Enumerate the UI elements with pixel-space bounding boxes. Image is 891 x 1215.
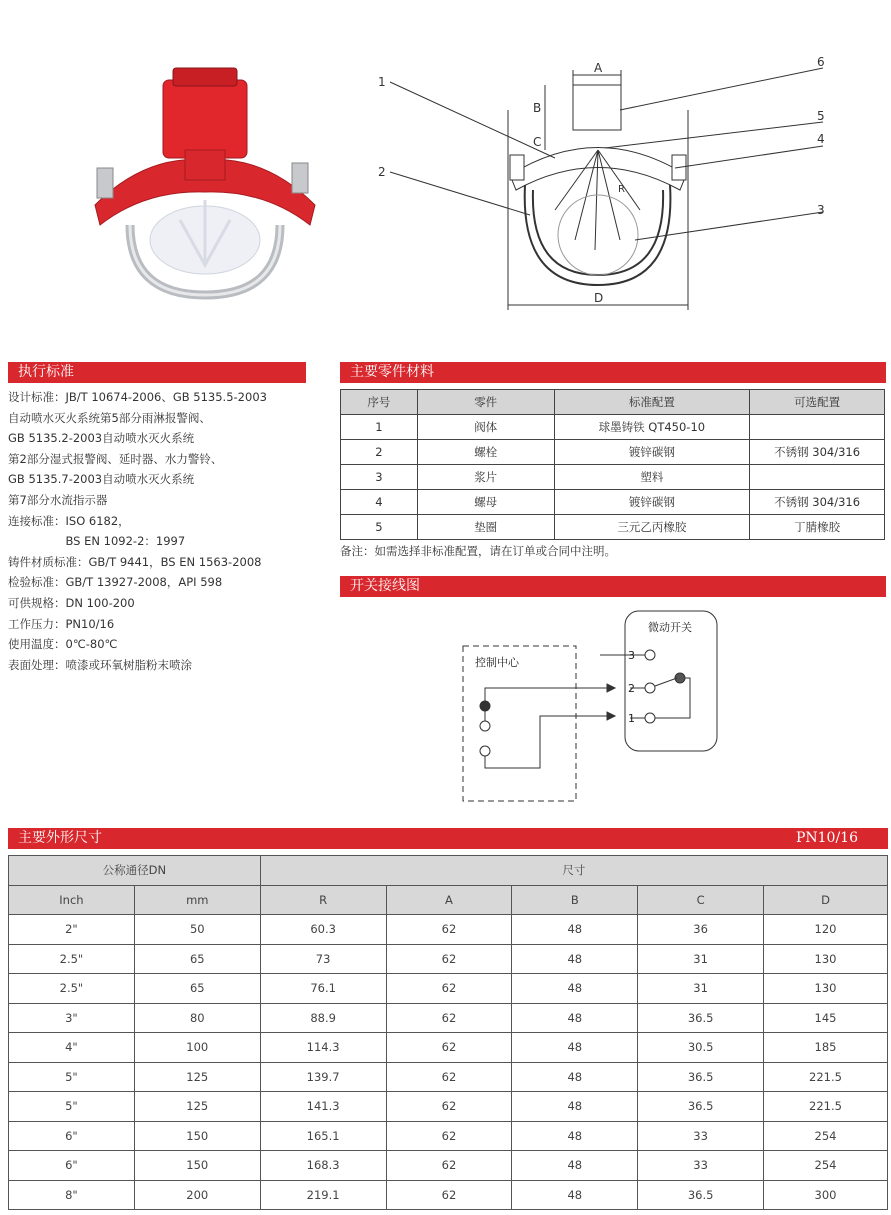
header-cell: 零件: [417, 390, 554, 415]
table-cell: 镀锌碳钢: [554, 440, 750, 465]
table-row: [9, 1092, 888, 1122]
table-cell: 76.1: [260, 974, 386, 1004]
table-cell: 48: [512, 974, 638, 1004]
table-cell: 36.5: [638, 1092, 764, 1122]
spec-line: 铸件材质标准：GB/T 9441，BS EN 1563-2008: [8, 554, 262, 569]
callout-5: 5: [817, 109, 825, 123]
spec-line: 设计标准：JB/T 10674-2006、GB 5135.5-2003: [8, 390, 267, 404]
materials-note: 备注：如需选择非标准配置，请在订单或合同中注明。: [340, 544, 616, 558]
table-cell: 2.5": [9, 944, 135, 974]
table-row: [9, 1180, 888, 1210]
table-cell: 141.3: [260, 1092, 386, 1122]
table-cell: 6": [9, 1151, 135, 1181]
table-cell: 185: [764, 1033, 888, 1063]
table-cell: 3: [341, 465, 418, 490]
table-cell: 100: [134, 1033, 260, 1063]
terminal-2: 2: [628, 682, 635, 695]
spec-line: 自动喷水灭火系统第5部分雨淋报警阀、: [8, 410, 211, 425]
spec-line: 表面处理：喷漆或环氧树脂粉末喷涂: [8, 657, 192, 672]
table-cell: 62: [386, 1033, 512, 1063]
table-cell: 80: [134, 1003, 260, 1033]
table-cell: 221.5: [764, 1092, 888, 1122]
table-cell: 168.3: [260, 1151, 386, 1181]
table-cell: 48: [512, 1180, 638, 1210]
header-cell: D: [764, 885, 888, 915]
header-cell: 尺寸: [260, 856, 887, 886]
table-cell: 垫圈: [417, 515, 554, 540]
callout-1: 1: [378, 75, 386, 89]
table-cell: 31: [638, 944, 764, 974]
table-cell: [750, 415, 885, 440]
table-cell: [750, 465, 885, 490]
callout-2: 2: [378, 165, 386, 179]
table-cell: 48: [512, 944, 638, 974]
materials-table: [340, 389, 885, 540]
table-cell: 5: [341, 515, 418, 540]
micro-switch-label: 微动开关: [648, 621, 692, 634]
table-cell: 48: [512, 1003, 638, 1033]
table-cell: 三元乙丙橡胶: [554, 515, 750, 540]
wiring-title: 开关接线图: [340, 576, 886, 597]
dimensions-title-text: 主要外形尺寸: [18, 830, 102, 846]
terminal-3: 3: [628, 649, 635, 662]
header-cell: mm: [134, 885, 260, 915]
spec-line: BS EN 1092-2：1997: [8, 534, 186, 549]
dim-d: D: [594, 291, 604, 305]
table-cell: 130: [764, 944, 888, 974]
table-row: [9, 1003, 888, 1033]
table-cell: 36.5: [638, 1003, 764, 1033]
callout-3: 3: [817, 203, 825, 217]
table-cell: 125: [134, 1092, 260, 1122]
table-cell: 4: [341, 490, 418, 515]
table-cell: 8": [9, 1180, 135, 1210]
table-cell: 31: [638, 974, 764, 1004]
table-cell: 塑料: [554, 465, 750, 490]
table-row: [9, 1062, 888, 1092]
table-cell: 2": [9, 915, 135, 945]
spec-line: 连接标准：ISO 6182，: [8, 513, 130, 528]
spec-line: 工作压力：PN10/16: [8, 616, 115, 631]
table-row: [341, 515, 885, 540]
table-cell: 62: [386, 1121, 512, 1151]
table-cell: 62: [386, 915, 512, 945]
table-cell: 73: [260, 944, 386, 974]
table-cell: 30.5: [638, 1033, 764, 1063]
table-cell: 48: [512, 1033, 638, 1063]
table-cell: 60.3: [260, 915, 386, 945]
control-center-label: 控制中心: [475, 656, 519, 669]
dim-r: R: [618, 184, 625, 195]
table-row: [341, 440, 885, 465]
table-cell: 150: [134, 1121, 260, 1151]
dimensions-title: [8, 828, 888, 849]
spec-line: 检验标准：GB/T 13927-2008，API 598: [8, 575, 223, 590]
header-cell: Inch: [9, 885, 135, 915]
dimensions-table: [8, 855, 888, 1210]
table-cell: 219.1: [260, 1180, 386, 1210]
table-cell: 6": [9, 1121, 135, 1151]
table-cell: 33: [638, 1151, 764, 1181]
table-cell: 88.9: [260, 1003, 386, 1033]
table-row: [9, 1033, 888, 1063]
table-cell: 48: [512, 1121, 638, 1151]
table-cell: 62: [386, 974, 512, 1004]
header-cell: C: [638, 885, 764, 915]
table-cell: 62: [386, 944, 512, 974]
table-cell: 200: [134, 1180, 260, 1210]
table-cell: 36.5: [638, 1180, 764, 1210]
technical-drawing: [370, 50, 840, 315]
table-cell: 48: [512, 915, 638, 945]
table-cell: 36: [638, 915, 764, 945]
materials-title: 主要零件材料: [340, 362, 886, 383]
table-cell: 不锈钢 304/316: [750, 490, 885, 515]
table-cell: 1: [341, 415, 418, 440]
table-cell: 丁腈橡胶: [750, 515, 885, 540]
table-row: [9, 944, 888, 974]
table-cell: 62: [386, 1062, 512, 1092]
table-cell: 50: [134, 915, 260, 945]
table-cell: 120: [764, 915, 888, 945]
table-cell: 4": [9, 1033, 135, 1063]
terminal-1: 1: [628, 712, 635, 725]
table-cell: 48: [512, 1092, 638, 1122]
spec-list: [8, 387, 328, 675]
header-cell: R: [260, 885, 386, 915]
wiring-diagram: [455, 608, 725, 808]
table-cell: 5": [9, 1062, 135, 1092]
table-cell: 镀锌碳钢: [554, 490, 750, 515]
table-cell: 浆片: [417, 465, 554, 490]
table-row: [9, 1121, 888, 1151]
dim-b: B: [533, 101, 542, 115]
table-cell: 48: [512, 1062, 638, 1092]
table-cell: 33: [638, 1121, 764, 1151]
table-row: [9, 915, 888, 945]
table-cell: 165.1: [260, 1121, 386, 1151]
table-cell: 139.7: [260, 1062, 386, 1092]
product-photo: [85, 60, 325, 305]
table-cell: 螺母: [417, 490, 554, 515]
table-row: [341, 490, 885, 515]
header-cell: 可选配置: [750, 390, 885, 415]
table-cell: 65: [134, 974, 260, 1004]
table-cell: 254: [764, 1151, 888, 1181]
dim-a: A: [594, 61, 603, 75]
table-cell: 65: [134, 944, 260, 974]
header-cell: 公称通径DN: [9, 856, 261, 886]
table-cell: 阀体: [417, 415, 554, 440]
table-cell: 不锈钢 304/316: [750, 440, 885, 465]
table-cell: 300: [764, 1180, 888, 1210]
callout-4: 4: [817, 132, 825, 146]
header-cell: 序号: [341, 390, 418, 415]
table-header-row: [9, 885, 888, 915]
spec-line: 第7部分水流指示器: [8, 492, 108, 507]
table-cell: 62: [386, 1003, 512, 1033]
spec-line: GB 5135.2-2003自动喷水灭火系统: [8, 431, 195, 446]
table-row: [9, 974, 888, 1004]
spec-line: 第2部分湿式报警阀、延时器、水力警铃、: [8, 451, 223, 466]
header-cell: B: [512, 885, 638, 915]
table-cell: 62: [386, 1151, 512, 1181]
dim-c: C: [533, 135, 542, 149]
pressure-label: PN10/16: [795, 830, 858, 846]
table-cell: 48: [512, 1151, 638, 1181]
table-row: [9, 1151, 888, 1181]
table-cell: 螺栓: [417, 440, 554, 465]
table-cell: 254: [764, 1121, 888, 1151]
table-cell: 2.5": [9, 974, 135, 1004]
table-cell: 150: [134, 1151, 260, 1181]
table-cell: 3": [9, 1003, 135, 1033]
table-cell: 36.5: [638, 1062, 764, 1092]
spec-line: GB 5135.7-2003自动喷水灭火系统: [8, 472, 195, 487]
table-header-row: [341, 390, 885, 415]
header-cell: A: [386, 885, 512, 915]
table-cell: 221.5: [764, 1062, 888, 1092]
table-cell: 125: [134, 1062, 260, 1092]
spec-line: 可供规格：DN 100-200: [8, 595, 135, 610]
table-cell: 62: [386, 1092, 512, 1122]
table-row: [341, 415, 885, 440]
table-cell: 145: [764, 1003, 888, 1033]
header-cell: 标准配置: [554, 390, 750, 415]
table-cell: 114.3: [260, 1033, 386, 1063]
table-cell: 2: [341, 440, 418, 465]
table-cell: 球墨铸铁 QT450-10: [554, 415, 750, 440]
callout-6: 6: [817, 55, 825, 69]
table-header-row: [9, 856, 888, 886]
spec-title: 执行标准: [8, 362, 306, 383]
table-cell: 62: [386, 1180, 512, 1210]
spec-line: 使用温度：0℃-80℃: [8, 637, 118, 652]
table-row: [341, 465, 885, 490]
table-cell: 130: [764, 974, 888, 1004]
table-cell: 5": [9, 1092, 135, 1122]
